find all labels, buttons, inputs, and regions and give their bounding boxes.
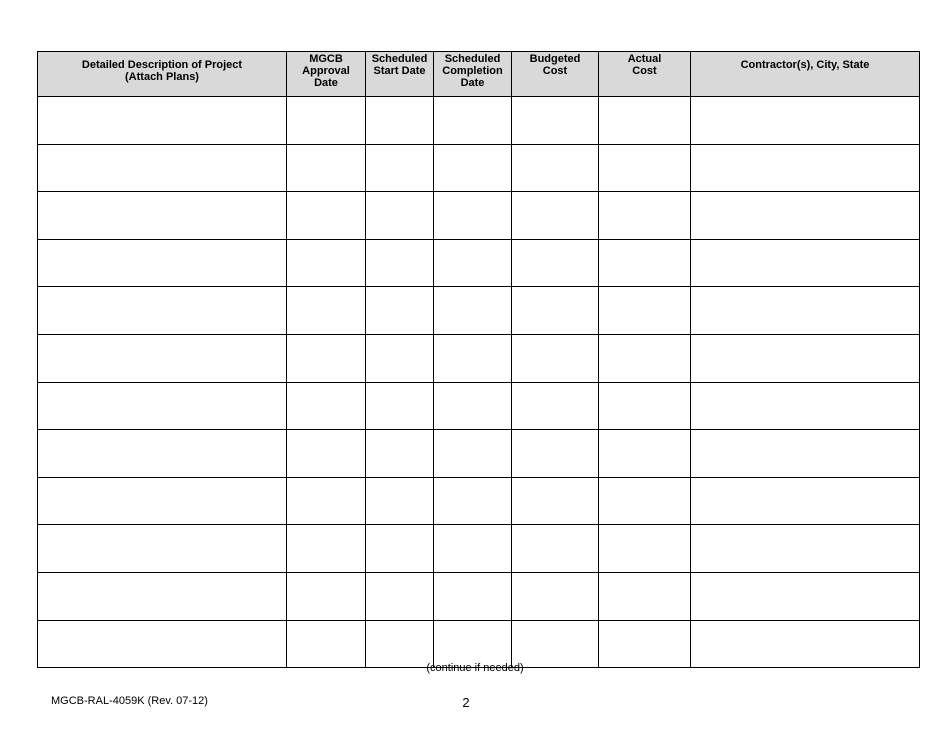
header-project-description: Detailed Description of Project (Attach Plans): [38, 52, 287, 97]
contractors-cell[interactable]: [691, 192, 920, 240]
completion-date-cell[interactable]: [434, 144, 512, 192]
description-cell[interactable]: [38, 572, 287, 620]
header-scheduled-completion-date: Scheduled Completion Date: [434, 52, 512, 97]
start-date-cell[interactable]: [366, 525, 434, 573]
contractors-cell[interactable]: [691, 334, 920, 382]
table-row: [38, 192, 920, 240]
budgeted-cost-cell[interactable]: [512, 334, 599, 382]
actual-cost-cell[interactable]: [599, 620, 691, 668]
approval-date-cell[interactable]: [287, 572, 366, 620]
actual-cost-cell[interactable]: [599, 525, 691, 573]
start-date-cell[interactable]: [366, 620, 434, 668]
approval-date-cell[interactable]: [287, 382, 366, 430]
actual-cost-cell[interactable]: [599, 287, 691, 335]
completion-date-cell[interactable]: [434, 430, 512, 478]
description-cell[interactable]: [38, 287, 287, 335]
table-row: [38, 572, 920, 620]
budgeted-cost-cell[interactable]: [512, 620, 599, 668]
budgeted-cost-cell[interactable]: [512, 239, 599, 287]
actual-cost-cell[interactable]: [599, 382, 691, 430]
table-body: [38, 97, 920, 668]
start-date-cell[interactable]: [366, 382, 434, 430]
description-cell[interactable]: [38, 620, 287, 668]
start-date-cell[interactable]: [366, 239, 434, 287]
completion-date-cell[interactable]: [434, 572, 512, 620]
budgeted-cost-cell[interactable]: [512, 572, 599, 620]
budgeted-cost-cell[interactable]: [512, 430, 599, 478]
actual-cost-cell[interactable]: [599, 477, 691, 525]
contractors-cell[interactable]: [691, 572, 920, 620]
actual-cost-cell[interactable]: [599, 192, 691, 240]
form-id: MGCB-RAL-4059K (Rev. 07-12): [51, 695, 208, 707]
actual-cost-cell[interactable]: [599, 334, 691, 382]
description-cell[interactable]: [38, 525, 287, 573]
description-cell[interactable]: [38, 192, 287, 240]
table-row: [38, 97, 920, 145]
budgeted-cost-cell[interactable]: [512, 97, 599, 145]
completion-date-cell[interactable]: [434, 192, 512, 240]
budgeted-cost-cell[interactable]: [512, 144, 599, 192]
table-row: [38, 239, 920, 287]
start-date-cell[interactable]: [366, 287, 434, 335]
approval-date-cell[interactable]: [287, 287, 366, 335]
actual-cost-cell[interactable]: [599, 572, 691, 620]
completion-date-cell[interactable]: [434, 382, 512, 430]
contractors-cell[interactable]: [691, 620, 920, 668]
project-schedule-table: [37, 51, 920, 668]
completion-date-cell[interactable]: [434, 525, 512, 573]
actual-cost-cell[interactable]: [599, 430, 691, 478]
budgeted-cost-cell[interactable]: [512, 477, 599, 525]
contractors-cell[interactable]: [691, 239, 920, 287]
start-date-cell[interactable]: [366, 477, 434, 525]
approval-date-cell[interactable]: [287, 620, 366, 668]
actual-cost-cell[interactable]: [599, 239, 691, 287]
approval-date-cell[interactable]: [287, 477, 366, 525]
contractors-cell[interactable]: [691, 525, 920, 573]
description-cell[interactable]: [38, 430, 287, 478]
table-row: [38, 430, 920, 478]
approval-date-cell[interactable]: [287, 239, 366, 287]
actual-cost-cell[interactable]: [599, 144, 691, 192]
table-row: [38, 477, 920, 525]
contractors-cell[interactable]: [691, 287, 920, 335]
start-date-cell[interactable]: [366, 430, 434, 478]
table-row: [38, 287, 920, 335]
header-mgcb-approval-date: MGCB Approval Date: [287, 52, 366, 97]
table-header-row: [38, 52, 920, 97]
start-date-cell[interactable]: [366, 334, 434, 382]
budgeted-cost-cell[interactable]: [512, 525, 599, 573]
completion-date-cell[interactable]: [434, 287, 512, 335]
approval-date-cell[interactable]: [287, 192, 366, 240]
budgeted-cost-cell[interactable]: [512, 382, 599, 430]
approval-date-cell[interactable]: [287, 144, 366, 192]
completion-date-cell[interactable]: [434, 334, 512, 382]
table-row: [38, 382, 920, 430]
approval-date-cell[interactable]: [287, 525, 366, 573]
description-cell[interactable]: [38, 382, 287, 430]
table-row: [38, 620, 920, 668]
table-row: [38, 144, 920, 192]
contractors-cell[interactable]: [691, 477, 920, 525]
description-cell[interactable]: [38, 239, 287, 287]
contractors-cell[interactable]: [691, 430, 920, 478]
completion-date-cell[interactable]: [434, 620, 512, 668]
header-scheduled-start-date: Scheduled Start Date: [366, 52, 434, 97]
description-cell[interactable]: [38, 97, 287, 145]
completion-date-cell[interactable]: [434, 97, 512, 145]
header-actual-cost: Actual Cost: [599, 52, 691, 97]
approval-date-cell[interactable]: [287, 334, 366, 382]
budgeted-cost-cell[interactable]: [512, 192, 599, 240]
description-cell[interactable]: [38, 144, 287, 192]
approval-date-cell[interactable]: [287, 430, 366, 478]
start-date-cell[interactable]: [366, 97, 434, 145]
start-date-cell[interactable]: [366, 572, 434, 620]
header-budgeted-cost: Budgeted Cost: [512, 52, 599, 97]
contractors-cell[interactable]: [691, 382, 920, 430]
approval-date-cell[interactable]: [287, 97, 366, 145]
continue-note: (continue if needed): [426, 662, 524, 674]
start-date-cell[interactable]: [366, 192, 434, 240]
header-contractors: Contractor(s), City, State: [691, 52, 920, 97]
description-cell[interactable]: [38, 334, 287, 382]
start-date-cell[interactable]: [366, 144, 434, 192]
actual-cost-cell[interactable]: [599, 97, 691, 145]
budgeted-cost-cell[interactable]: [512, 287, 599, 335]
completion-date-cell[interactable]: [434, 477, 512, 525]
completion-date-cell[interactable]: [434, 239, 512, 287]
contractors-cell[interactable]: [691, 144, 920, 192]
description-cell[interactable]: [38, 477, 287, 525]
page-number: 2: [462, 695, 470, 710]
table-row: [38, 334, 920, 382]
contractors-cell[interactable]: [691, 97, 920, 145]
table-row: [38, 525, 920, 573]
